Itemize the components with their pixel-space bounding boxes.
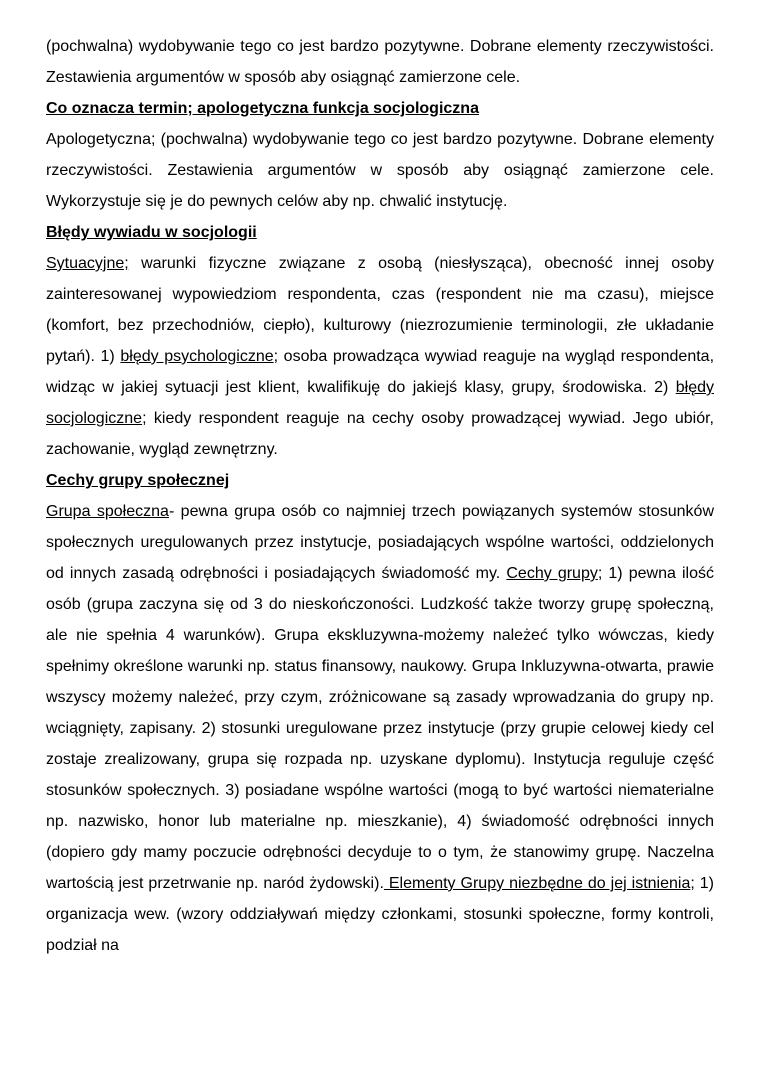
underlined-term: Sytuacyjne; (46, 255, 129, 272)
text-run: (pochwalna) wydobywanie tego co jest bardzo pozytywne. Dobrane elementy rzeczywistości. Zestawienia argumentów w sposób aby osiągnąć zamierzone cele. (46, 38, 714, 86)
text-run: warunki fizyczne związane z osobą (niesłysząca), obecność innej osoby zainteresowanej wypowiedziom respondenta, czas (respondent nie ma czasu), miejsce (komfort, bez przechodniów, ciepło), kulturowy (niezrozumienie terminologii, złe układanie pytań). 1) (46, 255, 714, 365)
text-run: - pewna grupa osób co najmniej trzech powiązanych systemów stosunków społecznych uregulowanych przez instytucje, posiadających wspólne wartości, oddzielonych od innych zasadą odrębności i posiadających świadomość my. (46, 503, 715, 582)
document-page (46, 31, 714, 961)
underlined-term: Elementy Grupy niezbędne do jej istnienia (383, 875, 691, 892)
paragraph-cechy-grupy (46, 496, 714, 961)
paragraph-apologetyczna (46, 124, 714, 217)
text-run: Apologetyczna; (pochwalna) wydobywanie tego co jest bardzo pozytywne. Dobrane elementy rzeczywistości. Zestawienia argumentów w sposób aby osiągnąć zamierzone cele. Wykorzystuje się je do pewnych celów aby np. chwalić instytucję. (46, 131, 714, 210)
heading-cechy-grupy: Cechy grupy społecznej (46, 472, 230, 489)
text-run: ; osoba prowadząca wywiad reaguje na wygląd respondenta, widząc w jakiej sytuacji jest klient, kwalifikuję do jakiejś klasy, grupy, środowiska. 2) (46, 348, 715, 396)
underlined-term: Grupa społeczna (46, 503, 169, 520)
text-run: ; 1) organizacja wew. (wzory oddziaływań między członkami, stosunki społeczne, formy kontroli, podział na (46, 875, 714, 954)
heading-bledy-wywiadu: Błędy wywiadu w socjologii (46, 224, 257, 241)
paragraph-bledy-wywiadu (46, 248, 714, 465)
underlined-term: Cechy grupy (506, 565, 598, 582)
paragraph-intro (46, 31, 714, 93)
underlined-term: błędy socjologiczne (46, 379, 714, 427)
text-run: ; 1) pewna ilość osób (grupa zaczyna się od 3 do nieskończoności. Ludzkość także tworzy grupę społeczną, ale nie spełnia 4 warunków). Grupa ekskluzywna-możemy należeć tylko wówczas, kiedy spełnimy określone warunki np. status finansowy, naukowy. Grupa Inkluzywna-otwarta, prawie wszyscy możemy należeć, przy czym, zróżnicowane są zasady wprowadzania do grupy np. wciągnięty, zapisany. 2) stosunki uregulowane przez instytucje (przy grupie celowej kiedy cel zostaje zrealizowany, grupa się rozpada np. uzyskane dyplomu). Instytucja reguluje część stosunków społecznych. 3) posiadane wspólne wartości (mogą to być wartości niematerialne np. nazwisko, honor lub materialne np. mieszkanie), 4) świadomość odrębności innych (dopiero gdy mamy poczucie odrębności decyduje to o tym, że stanowimy grupę. Naczelna wartością jest przetrwanie np. naród żydowski). (46, 565, 714, 892)
heading-apologetyczna: Co oznacza termin; apologetyczna funkcja socjologiczna (46, 100, 479, 117)
text-run: ; kiedy respondent reaguje na cechy osoby prowadzącej wywiad. Jego ubiór, zachowanie, wygląd zewnętrzny. (46, 410, 714, 458)
underlined-term: błędy psychologiczne (120, 348, 274, 365)
